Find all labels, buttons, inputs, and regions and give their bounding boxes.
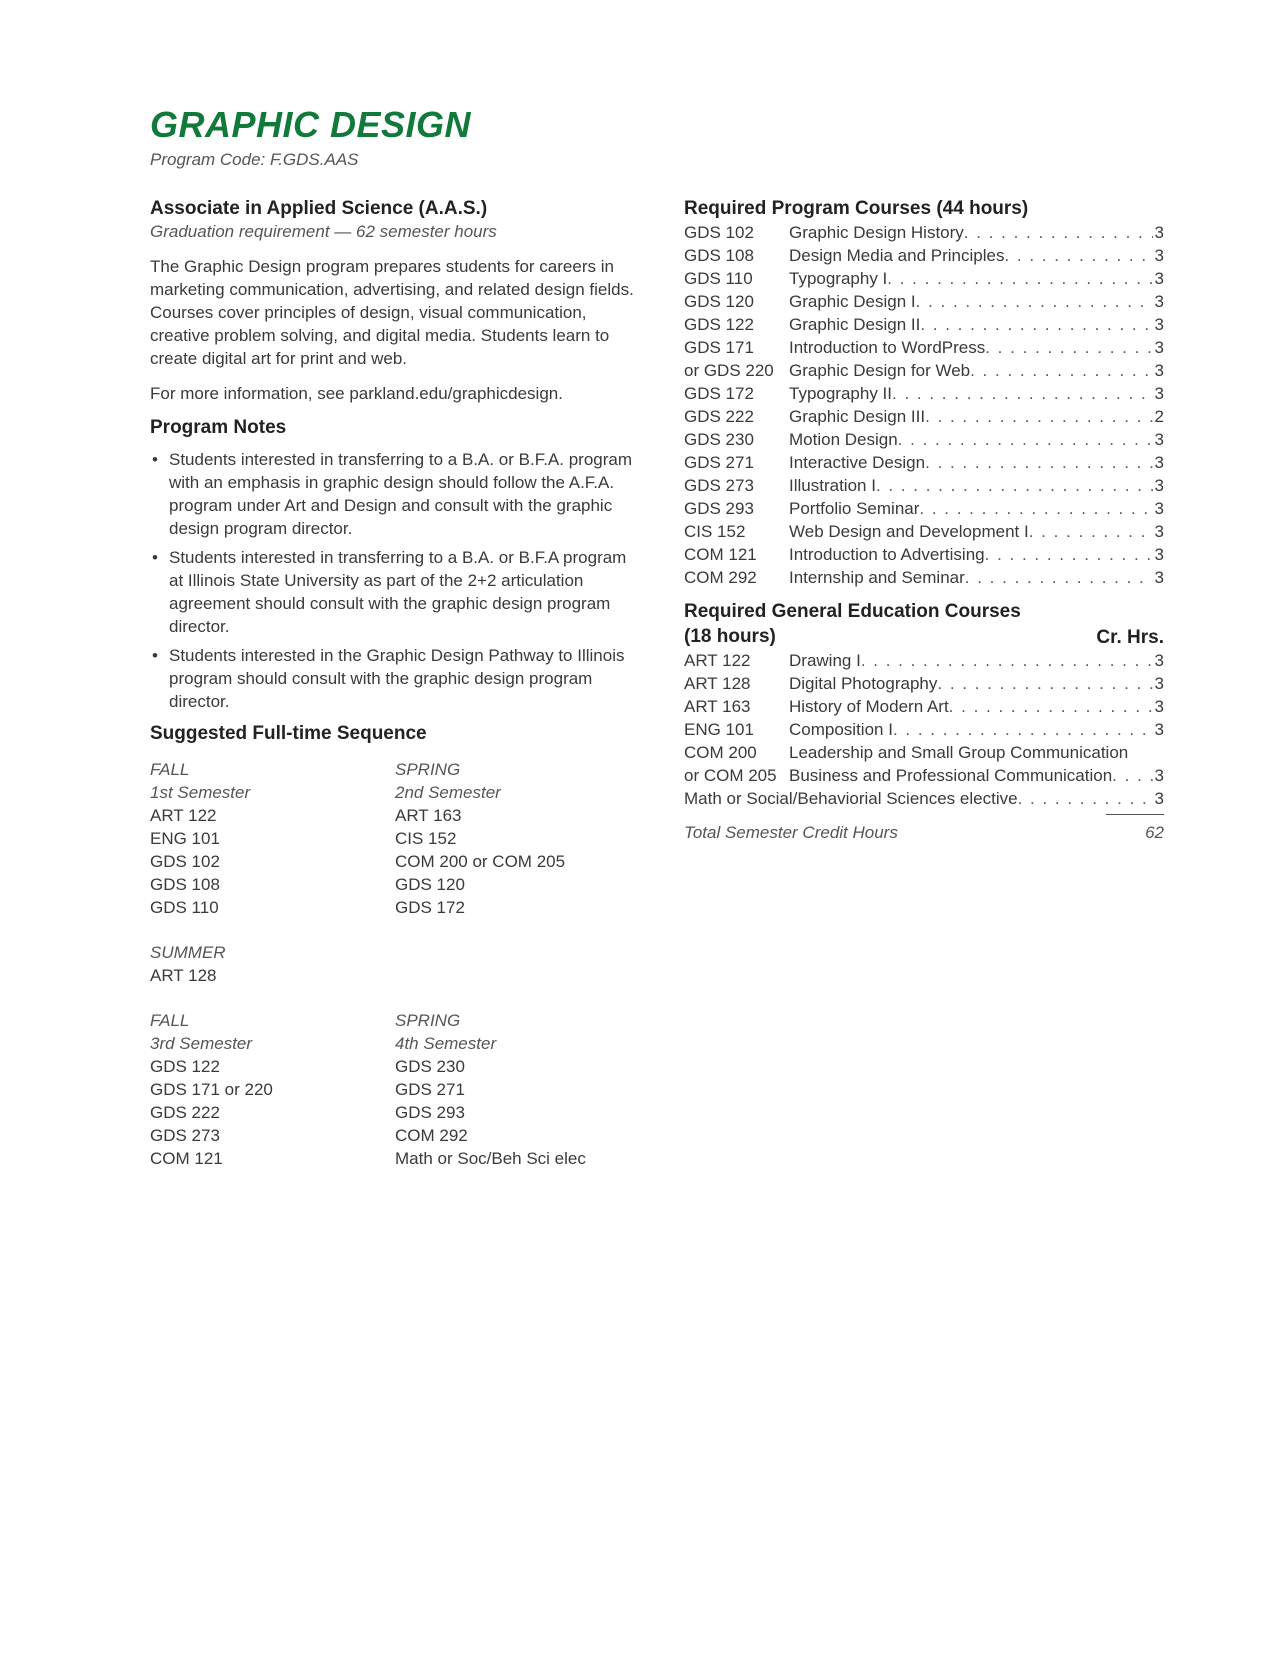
note-item — [150, 448, 635, 540]
elective-row — [684, 787, 1164, 810]
sequence-course: Math or Soc/Beh Sci elec — [395, 1149, 586, 1168]
leader-dots — [1018, 787, 1153, 810]
course-code: GDS 110 — [684, 269, 753, 288]
course-row — [684, 474, 1164, 497]
sequence-course: GDS 102 — [150, 852, 220, 871]
course-row — [684, 244, 1164, 267]
course-name: Illustration I — [789, 476, 876, 495]
sequence-course: ART 128 — [150, 966, 217, 985]
course-hours: 3 — [1154, 269, 1164, 288]
course-row — [684, 290, 1164, 313]
leader-dots — [985, 336, 1152, 359]
course-code: or GDS 220 — [684, 361, 774, 380]
course-row — [684, 497, 1164, 520]
course-row — [684, 382, 1164, 405]
course-name: Introduction to WordPress — [789, 338, 986, 357]
course-code: GDS 293 — [684, 499, 754, 518]
course-name: Business and Professional Communication — [789, 766, 1113, 785]
semester-label: 2nd Semester — [395, 783, 501, 802]
course-hours: 2 — [1154, 407, 1164, 426]
course-name: Typography II — [789, 384, 893, 403]
course-hours: 3 — [1154, 338, 1164, 357]
course-hours: 3 — [1154, 720, 1164, 739]
course-code: GDS 273 — [684, 476, 754, 495]
course-name: Internship and Seminar — [789, 568, 965, 587]
course-row — [684, 451, 1164, 474]
course-hours: 3 — [1154, 545, 1164, 564]
course-row — [684, 543, 1164, 566]
leader-dots — [1004, 244, 1152, 267]
course-hours: 3 — [1154, 453, 1164, 472]
elective-hours: 3 — [1154, 789, 1164, 808]
course-row — [684, 718, 1164, 741]
course-hours: 3 — [1154, 292, 1164, 311]
sequence-course: GDS 222 — [150, 1103, 220, 1122]
sequence-course: CIS 152 — [395, 829, 457, 848]
gen-ed-header — [684, 599, 1164, 649]
course-name: Introduction to Advertising — [789, 545, 985, 564]
course-hours: 3 — [1154, 697, 1164, 716]
course-code: ART 128 — [684, 674, 751, 693]
course-code: ENG 101 — [684, 720, 754, 739]
course-name: Design Media and Principles — [789, 246, 1005, 265]
note-text: Students interested in the Graphic Design Pathway to Illinois program should consult with the graphic design program director. — [169, 646, 625, 711]
sequence-heading: Suggested Full-time Sequence — [150, 723, 427, 744]
course-name: Leadership and Small Group Communication — [789, 743, 1129, 762]
course-code: GDS 122 — [684, 315, 754, 334]
course-code: COM 292 — [684, 568, 757, 587]
leader-dots — [964, 221, 1153, 244]
course-name: History of Modern Art — [789, 697, 949, 716]
course-row — [684, 520, 1164, 543]
fall-label: FALL — [150, 1011, 190, 1030]
course-row — [684, 336, 1164, 359]
semester-label: 4th Semester — [395, 1034, 497, 1053]
semester-label: 3rd Semester — [150, 1034, 253, 1053]
course-code: GDS 120 — [684, 292, 754, 311]
course-code: GDS 108 — [684, 246, 754, 265]
course-row — [684, 672, 1164, 695]
course-code: GDS 102 — [684, 223, 754, 242]
leader-dots — [916, 290, 1153, 313]
gen-ed-courses-list — [684, 649, 1164, 787]
leader-dots — [985, 543, 1153, 566]
course-row — [684, 313, 1164, 336]
leader-dots — [970, 359, 1152, 382]
course-row — [684, 741, 1164, 764]
bullet-icon: • — [152, 548, 158, 567]
course-code: ART 122 — [684, 651, 751, 670]
total-row — [684, 821, 1164, 844]
course-name: Portfolio Seminar — [789, 499, 920, 518]
note-item — [150, 546, 635, 638]
course-row — [684, 695, 1164, 718]
sequence-year-1 — [150, 758, 635, 919]
course-code: COM 200 — [684, 743, 757, 762]
course-name: Graphic Design History — [789, 223, 964, 242]
sequence-course: COM 121 — [150, 1149, 223, 1168]
right-column — [684, 196, 1164, 844]
leader-dots — [920, 313, 1152, 336]
total-label: Total Semester Credit Hours — [684, 823, 898, 842]
sequence-course: GDS 110 — [150, 898, 219, 917]
course-row — [684, 359, 1164, 382]
course-hours: 3 — [1154, 223, 1164, 242]
course-code: CIS 152 — [684, 522, 746, 541]
leader-dots — [898, 428, 1153, 451]
course-hours: 3 — [1154, 568, 1164, 587]
note-text: Students interested in transferring to a B.A. or B.F.A program at Illinois State University as part of the 2+2 articulation agreement should consult with the graphic design program director. — [169, 548, 627, 636]
left-column — [150, 196, 635, 1170]
program-notes-list — [150, 448, 635, 713]
course-row — [684, 405, 1164, 428]
course-hours: 3 — [1154, 766, 1164, 785]
leader-dots — [965, 566, 1153, 589]
course-name: Digital Photography — [789, 674, 938, 693]
sequence-course: ENG 101 — [150, 829, 220, 848]
sequence-summer — [150, 941, 635, 987]
course-row — [684, 221, 1164, 244]
spring-label: SPRING — [395, 1011, 461, 1030]
sequence-course: COM 292 — [395, 1126, 468, 1145]
course-name: Motion Design — [789, 430, 898, 449]
leader-dots — [937, 672, 1152, 695]
sequence-course: GDS 172 — [395, 898, 465, 917]
more-info-text: For more information, see parkland.edu/graphicdesign. — [150, 384, 563, 403]
course-row — [684, 267, 1164, 290]
course-name: Interactive Design — [789, 453, 926, 472]
course-code: or COM 205 — [684, 766, 777, 785]
leader-dots — [1029, 520, 1153, 543]
fall-label: FALL — [150, 760, 190, 779]
sequence-course: GDS 108 — [150, 875, 220, 894]
page-title: GRAPHIC DESIGN — [150, 104, 472, 145]
course-row — [684, 764, 1164, 787]
leader-dots — [893, 718, 1153, 741]
course-name: Graphic Design III — [789, 407, 926, 426]
program-notes-heading: Program Notes — [150, 417, 287, 438]
sequence-course: COM 200 or COM 205 — [395, 852, 566, 871]
course-row — [684, 428, 1164, 451]
total-divider — [1106, 814, 1164, 815]
leader-dots — [925, 405, 1152, 428]
leader-dots — [887, 267, 1152, 290]
leader-dots — [892, 382, 1153, 405]
course-name: Drawing I — [789, 651, 861, 670]
course-code: GDS 222 — [684, 407, 754, 426]
course-code: GDS 172 — [684, 384, 754, 403]
graduation-requirement: Graduation requirement — 62 semester hours — [150, 222, 497, 241]
course-hours: 3 — [1154, 315, 1164, 334]
spring-label: SPRING — [395, 760, 461, 779]
sequence-course: ART 122 — [150, 806, 217, 825]
note-item — [150, 644, 635, 713]
course-hours: 3 — [1154, 522, 1164, 541]
course-name: Graphic Design I — [789, 292, 916, 311]
leader-dots — [925, 451, 1152, 474]
gen-ed-heading — [684, 599, 1021, 649]
gen-ed-heading-line1: Required General Education Courses — [684, 601, 1021, 622]
leader-dots — [1112, 764, 1152, 787]
course-name: Graphic Design II — [789, 315, 921, 334]
course-hours: 3 — [1154, 674, 1164, 693]
program-description: The Graphic Design program prepares students for careers in marketing communication, advertising, and related design fields. Courses cover principles of design, visual communication, creative problem solving, and digital media. Students learn to create digital art for print and web. — [150, 257, 634, 368]
bullet-icon: • — [152, 646, 158, 665]
summer-label: SUMMER — [150, 943, 226, 962]
course-code: GDS 171 — [684, 338, 754, 357]
leader-dots — [861, 649, 1153, 672]
credit-hours-label: Cr. Hrs. — [1096, 627, 1164, 648]
sequence-course: GDS 273 — [150, 1126, 220, 1145]
course-hours: 3 — [1154, 246, 1164, 265]
course-name: Composition I — [789, 720, 893, 739]
sequence-course: GDS 271 — [395, 1080, 465, 1099]
program-courses-list — [684, 221, 1164, 589]
course-name: Web Design and Development I — [789, 522, 1029, 541]
gen-ed-heading-line2: (18 hours) — [684, 626, 776, 647]
course-hours: 3 — [1154, 651, 1164, 670]
sequence-course: GDS 230 — [395, 1057, 465, 1076]
course-hours: 3 — [1154, 499, 1164, 518]
leader-dots — [876, 474, 1153, 497]
leader-dots — [919, 497, 1152, 520]
degree-heading: Associate in Applied Science (A.A.S.) — [150, 198, 488, 219]
bullet-icon: • — [152, 450, 158, 469]
sequence-course: GDS 171 or 220 — [150, 1080, 273, 1099]
program-code: Program Code: F.GDS.AAS — [150, 150, 359, 169]
elective-name: Math or Social/Behaviorial Sciences elective — [684, 789, 1018, 808]
note-text: Students interested in transferring to a B.A. or B.F.A. program with an emphasis in graphic design should follow the A.F.A. program under Art and Design and consult with the graphic design program director. — [169, 450, 633, 538]
total-value: 62 — [1145, 823, 1164, 842]
sequence-course: GDS 293 — [395, 1103, 465, 1122]
sequence-year-2 — [150, 1009, 635, 1170]
course-code: COM 121 — [684, 545, 757, 564]
sequence-course: GDS 122 — [150, 1057, 220, 1076]
course-name: Graphic Design for Web — [789, 361, 971, 380]
course-hours: 3 — [1154, 361, 1164, 380]
course-code: GDS 230 — [684, 430, 754, 449]
course-row — [684, 566, 1164, 589]
semester-label: 1st Semester — [150, 783, 251, 802]
program-courses-heading: Required Program Courses (44 hours) — [684, 198, 1029, 219]
course-hours: 3 — [1154, 476, 1164, 495]
sequence-course: GDS 120 — [395, 875, 465, 894]
sequence-course: ART 163 — [395, 806, 462, 825]
course-hours: 3 — [1154, 430, 1164, 449]
course-hours: 3 — [1154, 384, 1164, 403]
course-code: GDS 271 — [684, 453, 754, 472]
course-code: ART 163 — [684, 697, 751, 716]
course-name: Typography I — [789, 269, 888, 288]
course-row — [684, 649, 1164, 672]
leader-dots — [949, 695, 1153, 718]
